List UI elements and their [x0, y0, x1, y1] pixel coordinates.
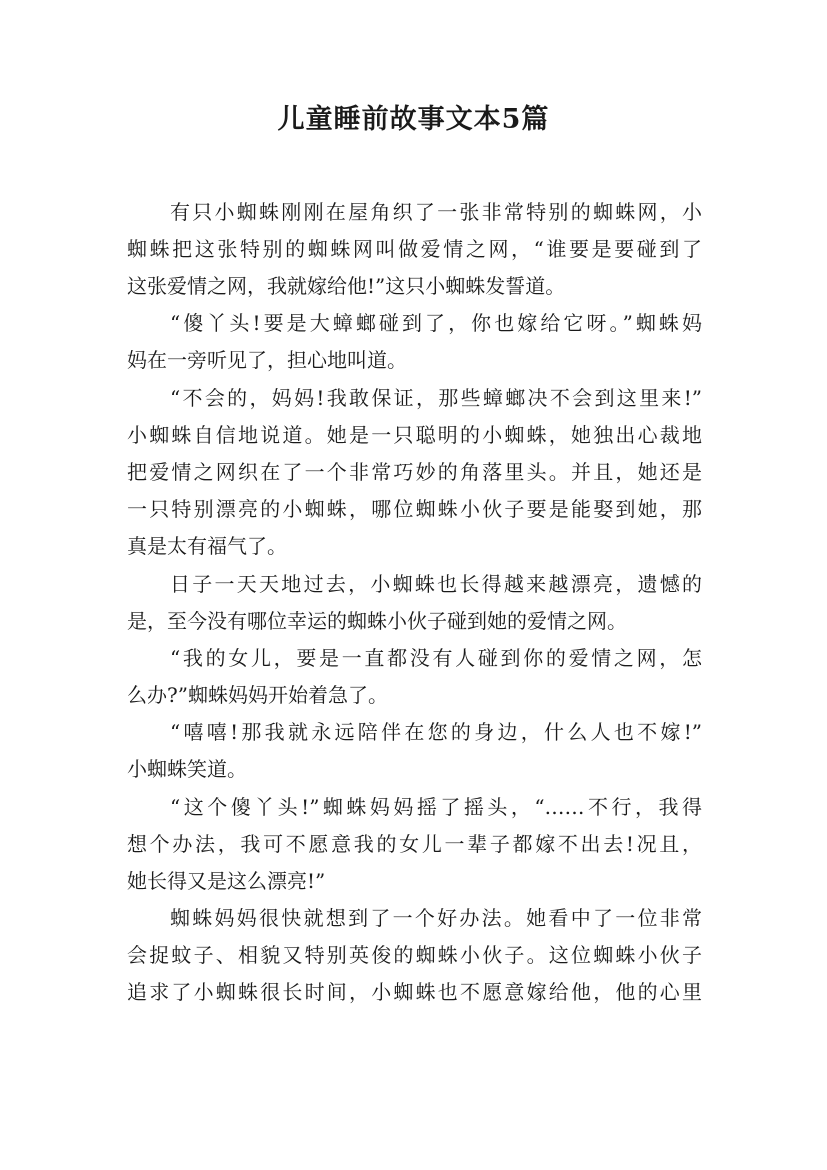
- text-line: 想个办法，我可不愿意我的女儿一辈子都嫁不出去!况且，: [127, 832, 702, 856]
- text-line: 这张爱情之网，我就嫁给他!”这只小蜘蛛发誓道。: [127, 274, 566, 298]
- text-line: 么办?”蜘蛛妈妈开始着急了。: [127, 683, 388, 707]
- text-line: 把爱情之网织在了一个非常巧妙的角落里头。并且，她还是: [127, 460, 702, 484]
- text-line: 蜘蛛妈妈很快就想到了一个好办法。她看中了一位非常: [170, 906, 702, 930]
- text-line: “不会的，妈妈!我敢保证，那些蟑螂决不会到这里来!”: [170, 386, 702, 410]
- text-line: “嘻嘻!那我就永远陪伴在您的身边，什么人也不嫁!”: [170, 720, 702, 744]
- text-line: 小蜘蛛自信地说道。她是一只聪明的小蜘蛛，她独出心裁地: [127, 423, 702, 447]
- text-line: 一只特别漂亮的小蜘蛛，哪位蜘蛛小伙子要是能娶到她，那: [127, 497, 702, 521]
- text-line: 日子一天天地过去，小蜘蛛也长得越来越漂亮，遗憾的: [170, 572, 702, 596]
- text-line: 她长得又是这么漂亮!”: [127, 869, 326, 893]
- text-line: 是，至今没有哪位幸运的蜘蛛小伙子碰到她的爱情之网。: [127, 609, 627, 633]
- text-line: “傻丫头!要是大蟑螂碰到了，你也嫁给它呀。”蜘蛛妈: [170, 311, 702, 335]
- text-line: 妈在一旁听见了，担心地叫道。: [127, 348, 407, 372]
- text-line: 蜘蛛把这张特别的蜘蛛网叫做爱情之网，“谁要是要碰到了: [127, 237, 702, 261]
- text-line: 小蜘蛛笑道。: [127, 757, 247, 781]
- text-line: 真是太有福气了。: [127, 534, 287, 558]
- text-line: “这个傻丫头!”蜘蛛妈妈摇了摇头，“……不行，我得: [170, 795, 702, 819]
- text-line: 会捉蚊子、相貌又特别英俊的蜘蛛小伙子。这位蜘蛛小伙子: [127, 943, 702, 967]
- text-line: 有只小蜘蛛刚刚在屋角织了一张非常特别的蜘蛛网，小: [170, 200, 702, 224]
- text-line: 追求了小蜘蛛很长时间，小蜘蛛也不愿意嫁给他，他的心里: [127, 980, 702, 1004]
- document-title: 儿童睡前故事文本5篇: [277, 104, 550, 135]
- text-line: “我的女儿，要是一直都没有人碰到你的爱情之网，怎: [170, 646, 702, 670]
